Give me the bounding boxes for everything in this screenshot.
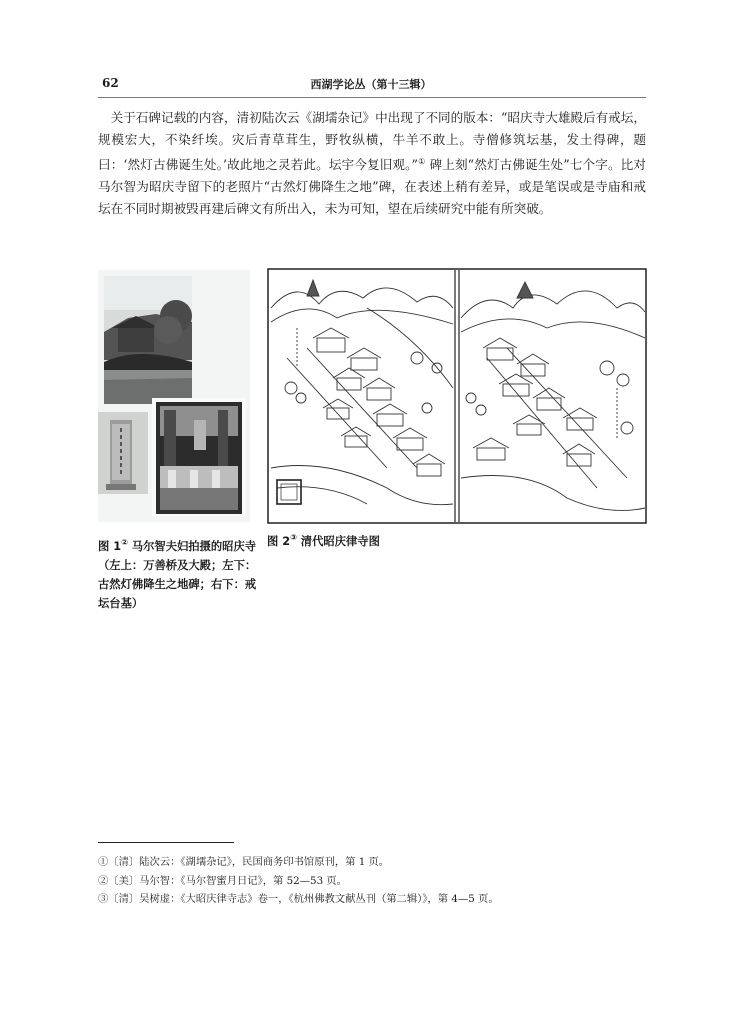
footnote-item: ③〔清〕吴树虚：《大昭庆律寺志》卷一，《杭州佛教文献丛刊（第二辑）》，第 4—5 页。 (98, 893, 499, 905)
footnote-mark: ① (417, 157, 426, 166)
figure-2-mark: ③ (290, 533, 297, 543)
photo-ordination-platform (152, 398, 246, 516)
photo-collage (98, 270, 250, 522)
header-rule (98, 97, 646, 98)
figure-2-label: 图 2 (267, 535, 291, 548)
running-head: 西湖学论丛（第十三辑） (310, 78, 432, 91)
figure-1-detail: （左上：万善桥及大殿；左下：古然灯佛降生之地碑；右下：戒坛台基） (98, 558, 257, 610)
figure-1-caption (98, 533, 258, 613)
photo-stele (98, 412, 148, 494)
footnote-item: ②〔美〕马尔智：《马尔智蜜月日记》，第 52—53 页。 (98, 874, 347, 887)
figure-2-title: 清代昭庆律寺图 (296, 535, 380, 548)
footnote-item: ①〔清〕陆次云：《湖壖杂记》，民国商务印书馆原刊，第 1 页。 (98, 856, 390, 868)
photo-bridge-and-hall (104, 276, 192, 404)
paragraph-text: 关于石碑记载的内容，清初陆次云《湖壖杂记》中出现了不同的版本：“昭庆寺大雄殿后有戒坛，规模宏大，不染纤埃。灾后青草茸生，野牧纵横，牛羊不敢上。寺僧修筑坛基，发土得碑，题曰：‘然灯古佛诞生处。’故此地之灵若此。坛宇今复旧观。” (98, 110, 646, 173)
body-text (98, 107, 646, 220)
figure-1-title: 马尔智夫妇拍摄的昭庆寺 (127, 539, 257, 553)
paragraph-text-tail: 碑上刻“然灯古佛诞生处”七个字。比对马尔智为昭庆寺留下的老照片“古然灯佛降生之地”碑，在表述上稍有差异，或是笔误或是寺庙和戒坛在不同时期被毁再建后碑文有所出入，未为可知，望在后续研究中能有所突破。 (98, 157, 646, 217)
woodblock-print (267, 268, 647, 524)
figure-1-label: 图 1 (98, 539, 122, 553)
figure-2-temple-map (267, 268, 647, 524)
figure-1-mark: ② (121, 538, 128, 547)
footnotes (98, 853, 499, 909)
paragraph (98, 107, 646, 220)
figure-1-photos (98, 270, 250, 522)
figure-2-caption (267, 533, 380, 549)
page-number: 62 (102, 76, 119, 90)
footnote-rule (98, 842, 234, 843)
